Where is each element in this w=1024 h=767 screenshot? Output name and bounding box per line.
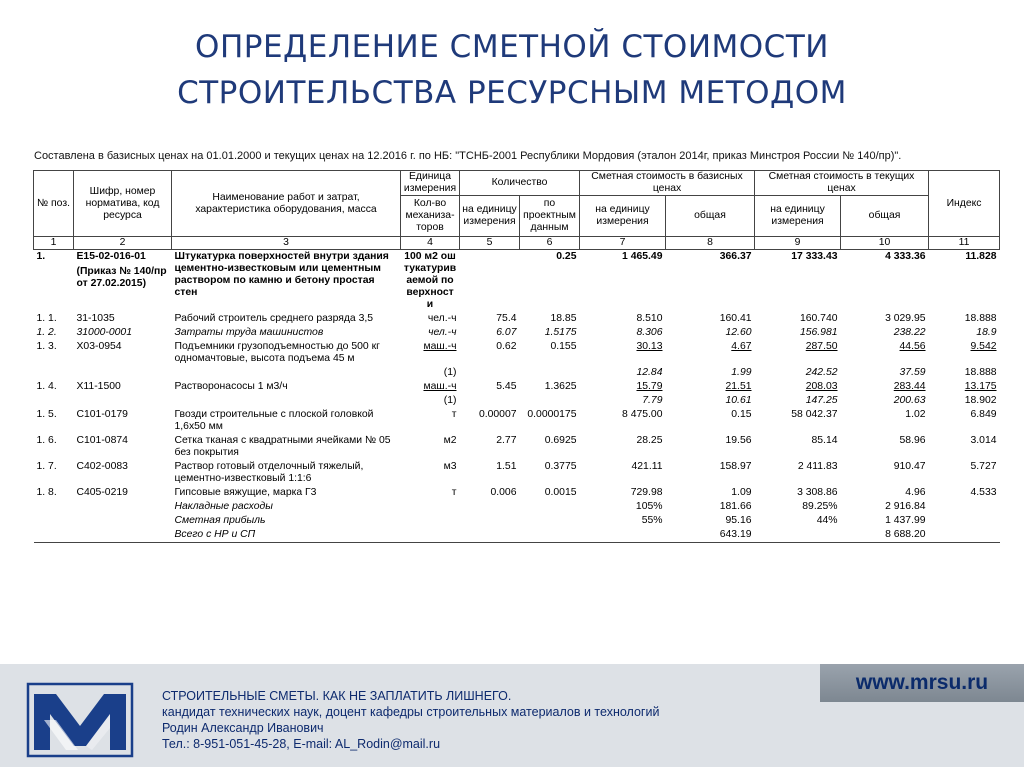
cell-pos: 1. 1.: [36, 313, 57, 324]
cell-name: Рабочий строитель среднего разряда 3,5: [174, 313, 374, 324]
footer-author-position: кандидат технических наук, доцент кафедры строительных материалов и технологий: [162, 705, 660, 719]
cell-qty-unit: 5.45: [496, 381, 517, 392]
header-pos: № поз.: [34, 171, 74, 237]
header-name: Наименование работ и затрат, характеристика оборудования, масса: [172, 171, 401, 237]
table-row: [34, 514, 1000, 528]
header-current-per-unit: на единицу измерения: [755, 196, 841, 237]
cell-qty-proj: 18.85: [550, 313, 577, 324]
header-current-total: общая: [841, 196, 929, 237]
header-index: Индекс: [929, 171, 1000, 237]
col-number: 8: [666, 237, 755, 250]
estimate-table: [33, 170, 1000, 543]
cell-index: 5.727: [970, 461, 997, 472]
cell-qty-unit: [460, 250, 520, 313]
cell-name: [172, 366, 401, 380]
cell-code: [74, 500, 172, 514]
cell-unit: [401, 500, 460, 514]
cell-pos: [34, 394, 74, 408]
col-number: 5: [460, 237, 520, 250]
col-number: 1: [34, 237, 74, 250]
table-row: [34, 312, 1000, 326]
cell-pos: 1. 6.: [36, 435, 57, 446]
cell-base-unit: 55%: [641, 515, 663, 526]
cell-unit: т: [451, 409, 457, 420]
cell-base-unit: 12.84: [636, 367, 663, 378]
cell-qty-unit: [460, 500, 520, 514]
cell-index: [929, 514, 1000, 528]
cell-base-unit: 1 465.49: [622, 251, 663, 262]
cell-index: 18.9: [976, 327, 997, 338]
cell-unit: маш.-ч: [423, 381, 457, 392]
title-line-1: ОПРЕДЕЛЕНИЕ СМЕТНОЙ СТОИМОСТИ: [195, 29, 829, 65]
cell-base-total: 1.99: [731, 367, 752, 378]
cell-cur-total: 58.96: [899, 435, 926, 446]
cell-unit: маш.-ч: [423, 341, 457, 352]
cell-cur-total: 2 916.84: [885, 501, 926, 512]
cell-cur-total: 200.63: [893, 395, 926, 406]
cell-qty-proj: [520, 366, 580, 380]
col-number: 7: [580, 237, 666, 250]
cell-pos: 1. 5.: [36, 409, 57, 420]
cell-cur-unit: [755, 528, 841, 543]
cell-code-order: (Приказ № 140/пр от 27.02.2015): [76, 266, 167, 289]
cell-code: [74, 528, 172, 543]
cell-qty-proj: [520, 500, 580, 514]
header-qty-proj: по проектным данным: [520, 196, 580, 237]
cell-base-total: 19.56: [725, 435, 752, 446]
cell-pos: 1. 3.: [36, 341, 57, 352]
header-base-cost: Сметная стоимость в базисных ценах: [580, 171, 755, 196]
header-base-per-unit: на единицу измерения: [580, 196, 666, 237]
cell-base-total: 21.51: [725, 381, 752, 392]
estimate-caption: Составлена в базисных ценах на 01.01.2000 и текущих ценах на 12.2016 г. по НБ: "ТСНБ-2001 Республики Мордовия (эталон 2014г, приказ Минстроя России № 140/пр)".: [34, 150, 902, 162]
cell-qty-proj: 0.0015: [544, 487, 577, 498]
cell-base-unit: 15.79: [636, 381, 663, 392]
table-row: [34, 528, 1000, 543]
cell-base-unit: 28.25: [636, 435, 663, 446]
header-qty-unit: на единицу измерения: [460, 196, 520, 237]
cell-code: [74, 366, 172, 380]
cell-cur-unit: 147.25: [805, 395, 838, 406]
cell-index: 4.533: [970, 487, 997, 498]
cell-base-unit: 30.13: [636, 341, 663, 352]
cell-index: 3.014: [970, 435, 997, 446]
cell-pos: 1.: [36, 251, 46, 262]
header-qty-mech: Кол-во механиза-торов: [401, 196, 460, 237]
cell-code: 31-1035: [76, 313, 115, 324]
cell-qty-unit: 6.07: [496, 327, 517, 338]
cell-name: Штукатурка поверхностей внутри здания цементно-известковым или цементным раствором по камню и бетону простая стен: [174, 251, 389, 298]
cell-cur-total: 4.96: [905, 487, 926, 498]
cell-index: [929, 528, 1000, 543]
cell-qty-proj: 0.3775: [544, 461, 577, 472]
cell-cur-total: 238.22: [893, 327, 926, 338]
header-code: Шифр, номер норматива, код ресурса: [74, 171, 172, 237]
footer-author-name: Родин Александр Иванович: [162, 721, 324, 735]
cell-unit: м2: [443, 435, 457, 446]
cell-cur-total: 910.47: [893, 461, 926, 472]
cell-index: 18.888: [964, 313, 997, 324]
university-logo-icon: [26, 680, 134, 760]
table-row: [34, 250, 1000, 313]
cell-index: 6.849: [970, 409, 997, 420]
cell-base-total: 10.61: [725, 395, 752, 406]
cell-cur-unit: 208.03: [805, 381, 838, 392]
cell-index: 18.888: [964, 367, 997, 378]
cell-qty-unit: 75.4: [496, 313, 517, 324]
table-row: [34, 366, 1000, 380]
cell-code: С405-0219: [76, 487, 128, 498]
cell-pos: 1. 2.: [36, 327, 57, 338]
cell-qty-unit: [460, 528, 520, 543]
table-row: [34, 434, 1000, 460]
cell-cur-total: 1.02: [905, 409, 926, 420]
cell-qty-unit: 2.77: [496, 435, 517, 446]
table-row: [34, 326, 1000, 340]
col-number: 4: [401, 237, 460, 250]
cell-cur-unit: 44%: [816, 515, 838, 526]
cell-name: Подъемники грузоподъемностью до 500 кг одномачтовые, высота подъема 45 м: [174, 341, 380, 364]
col-number: 2: [74, 237, 172, 250]
cell-index: [929, 500, 1000, 514]
cell-index: 9.542: [970, 341, 997, 352]
slide-title: [0, 24, 1024, 116]
footer-url-link[interactable]: www.mrsu.ru: [855, 671, 989, 694]
cell-cur-unit: 85.14: [811, 435, 838, 446]
cell-cur-unit: 242.52: [805, 367, 838, 378]
cell-pos: [34, 366, 74, 380]
cell-base-unit: 421.11: [631, 461, 663, 472]
cell-base-total: 4.67: [731, 341, 752, 352]
cell-qty-unit: 0.62: [496, 341, 517, 352]
cell-cur-total: 4 333.36: [885, 251, 926, 262]
title-line-2: СТРОИТЕЛЬСТВА РЕСУРСНЫМ МЕТОДОМ: [177, 75, 847, 111]
header-unit: Единица измерения: [401, 171, 460, 196]
cell-pos: 1. 8.: [36, 487, 57, 498]
cell-index: 13.175: [964, 381, 997, 392]
cell-index: 18.902: [964, 395, 997, 406]
cell-qty-unit: [460, 366, 520, 380]
cell-name: Растворонасосы 1 м3/ч: [174, 381, 288, 392]
cell-qty-unit: 0.006: [490, 487, 517, 498]
cell-base-total: 181.66: [719, 501, 752, 512]
cell-unit: [401, 514, 460, 528]
table-row: [34, 408, 1000, 434]
table-row: [34, 460, 1000, 486]
cell-name: Гвозди строительные с плоской головкой 1,6х50 мм: [174, 409, 374, 432]
cell-pos: [34, 514, 74, 528]
cell-base-unit: 8 475.00: [622, 409, 663, 420]
col-number: 11: [929, 237, 1000, 250]
cell-base-unit: 8.306: [636, 327, 663, 338]
cell-qty-proj: 0.155: [550, 341, 577, 352]
cell-base-unit: 729.98: [630, 487, 663, 498]
cell-code: 31000-0001: [76, 327, 132, 338]
header-base-total: общая: [666, 196, 755, 237]
cell-base-total: 12.60: [725, 327, 752, 338]
cell-qty-unit: [460, 394, 520, 408]
cell-cur-total: 3 029.95: [885, 313, 926, 324]
col-number: 3: [172, 237, 401, 250]
table-row: [34, 486, 1000, 500]
cell-cur-total: 1 437.99: [885, 515, 926, 526]
cell-unit: м3: [443, 461, 457, 472]
cell-unit: 100 м2 оштукатуриваемой поверхности: [403, 251, 457, 310]
table-row: [34, 500, 1000, 514]
cell-name: [172, 394, 401, 408]
cell-name: Гипсовые вяжущие, марка Г3: [174, 487, 317, 498]
cell-base-total: 160.41: [719, 313, 752, 324]
cell-qty-proj: [520, 528, 580, 543]
cell-qty-proj: [520, 514, 580, 528]
cell-pos: 1. 7.: [36, 461, 57, 472]
cell-unit: чел.-ч: [427, 313, 457, 324]
table-row: [34, 394, 1000, 408]
cell-pos: [34, 500, 74, 514]
cell-pos: 1. 4.: [36, 381, 57, 392]
cell-code: [74, 394, 172, 408]
cell-base-unit: 8.510: [636, 313, 663, 324]
cell-cur-unit: 156.981: [799, 327, 838, 338]
cell-unit: [401, 528, 460, 543]
cell-qty-proj: 1.3625: [544, 381, 577, 392]
cell-name: Накладные расходы: [174, 501, 273, 512]
cell-code: С101-0874: [76, 435, 128, 446]
cell-cur-total: 283.44: [893, 381, 926, 392]
col-number: 9: [755, 237, 841, 250]
cell-base-total: 643.19: [666, 528, 755, 543]
cell-name: Затраты труда машинистов: [174, 327, 324, 338]
cell-code: С101-0179: [76, 409, 128, 420]
cell-code: Х11-1500: [76, 381, 121, 392]
cell-base-total: 1.09: [731, 487, 752, 498]
footer-book-title: СТРОИТЕЛЬНЫЕ СМЕТЫ. КАК НЕ ЗАПЛАТИТЬ ЛИШНЕГО.: [162, 689, 512, 703]
cell-cur-unit: 160.740: [799, 313, 838, 324]
cell-cur-unit: 58 042.37: [791, 409, 838, 420]
cell-pos: [34, 528, 74, 543]
cell-qty-proj: [520, 394, 580, 408]
cell-code: [74, 250, 172, 313]
cell-cur-unit: 89.25%: [802, 501, 838, 512]
header-current-cost: Сметная стоимость в текущих ценах: [755, 171, 929, 196]
cell-unit: т: [451, 487, 457, 498]
col-number: 10: [841, 237, 929, 250]
table-row: [34, 340, 1000, 366]
cell-name: Раствор готовый отделочный тяжелый, цементно-известковый 1:1:6: [174, 461, 364, 484]
cell-qty-proj: 0.0000175: [527, 409, 577, 420]
cell-code: С402-0083: [76, 461, 128, 472]
cell-qty-unit: 0.00007: [478, 409, 517, 420]
cell-cur-unit: 287.50: [805, 341, 838, 352]
cell-cur-unit: 2 411.83: [797, 461, 838, 472]
cell-code: [74, 514, 172, 528]
cell-code: Х03-0954: [76, 341, 122, 352]
cell-qty-proj: 1.5175: [544, 327, 577, 338]
cell-name: Сметная прибыль: [174, 515, 266, 526]
cell-base-unit: 7.79: [642, 395, 663, 406]
cell-cur-total: 44.56: [899, 341, 926, 352]
cell-qty-unit: [460, 514, 520, 528]
header-qty: Количество: [460, 171, 580, 196]
table-row: [34, 380, 1000, 394]
cell-cur-unit: 17 333.43: [791, 251, 838, 262]
cell-code-main: Е15-02-016-01: [76, 251, 146, 262]
cell-index: 11.828: [965, 251, 997, 262]
col-number: 6: [520, 237, 580, 250]
cell-cur-total: 37.59: [899, 367, 926, 378]
footer-author-block: [162, 688, 659, 752]
cell-base-total: 0.15: [731, 409, 752, 420]
cell-qty-proj: 0.25: [556, 251, 577, 262]
cell-base-total: 95.16: [725, 515, 752, 526]
cell-base-total: 158.97: [719, 461, 752, 472]
cell-qty-unit: 1.51: [496, 461, 517, 472]
cell-base-total: 366.37: [719, 251, 752, 262]
cell-unit: (1): [443, 367, 457, 378]
cell-unit: (1): [443, 395, 457, 406]
cell-name: Сетка тканая с квадратными ячейками № 05 без покрытия: [174, 435, 391, 458]
cell-cur-total: 8 688.20: [841, 528, 929, 543]
cell-name: Всего с НР и СП: [172, 528, 401, 543]
cell-base-unit: 105%: [635, 501, 663, 512]
cell-qty-proj: 0.6925: [544, 435, 577, 446]
footer-contacts: Тел.: 8-951-051-45-28, E-mail: AL_Rodin@mail.ru: [162, 737, 441, 751]
cell-unit: чел.-ч: [428, 327, 457, 338]
cell-base-unit: [580, 528, 666, 543]
cell-cur-unit: 3 308.86: [797, 487, 838, 498]
